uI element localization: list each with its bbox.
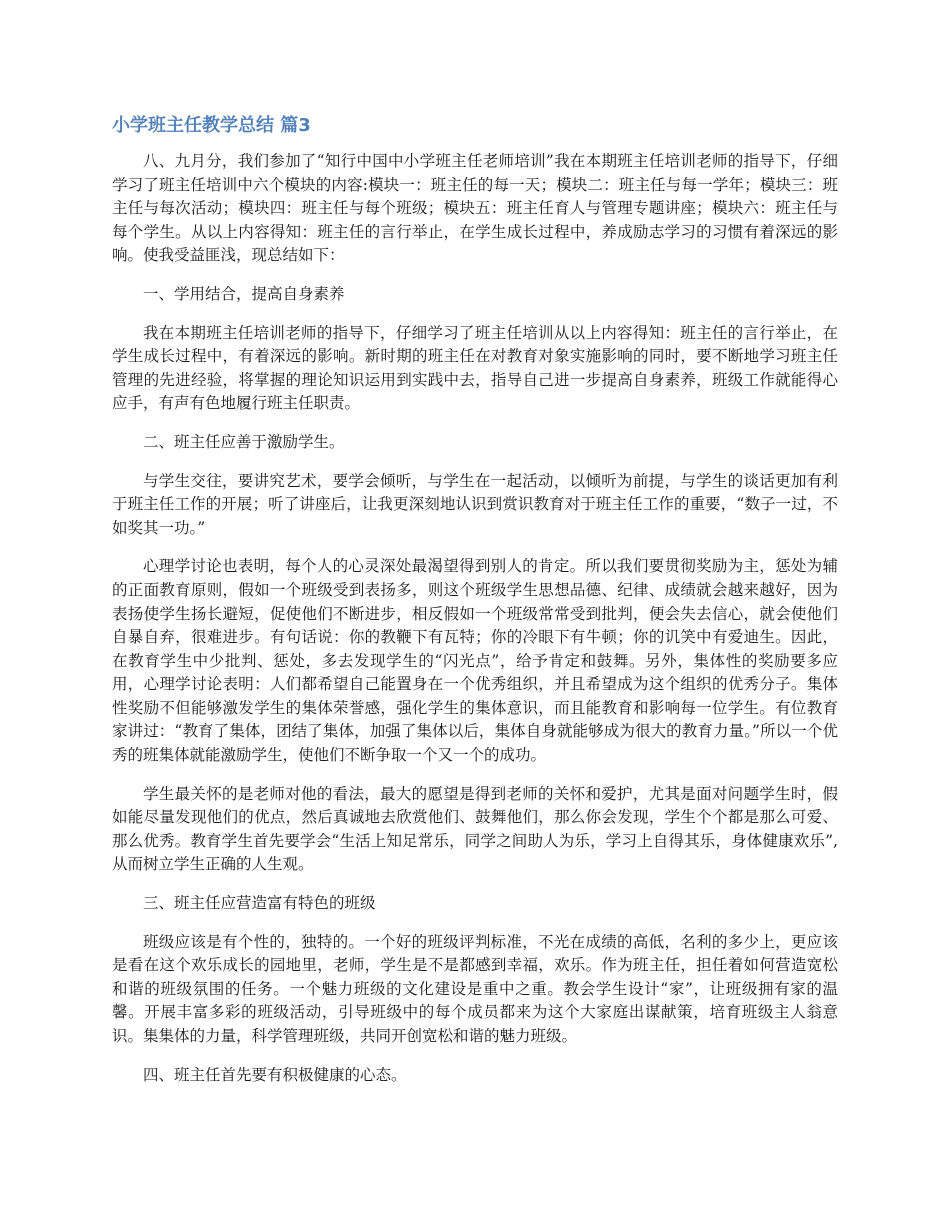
paragraph-intro: 八、九月分，我们参加了“知行中国中小学班主任老师培训”我在本期班主任培训老师的指导下，仔细学习了班主任培训中六个模块的内容:模块一：班主任的每一天；模块二：班主任与每一学年；模块三：班主任与每次活动；模块四：班主任与每个班级；模块五：班主任育人与管理专题讲座；模块六：班主任与每个学生。从以上内容得知：班主任的言行举止，在学生成长过程中，养成励志学习的习惯有着深远的影响。使我受益匪浅，现总结如下： — [112, 152, 838, 265]
document-page — [112, 112, 838, 1102]
section-heading-2: 二、班主任应善于激励学生。 — [143, 432, 345, 451]
paragraph-1: 我在本期班主任培训老师的指导下，仔细学习了班主任培训从以上内容得知：班主任的言行举止，在学生成长过程中，有着深远的影响。新时期的班主任在对教育对象实施影响的同时，要不断地学习班主任管理的先进经验，将掌握的理论知识运用到实践中去，指导自己进一步提高自身素养，班级工作就能得心应手，有声有色地履行班主任职责。 — [112, 323, 838, 413]
section-heading-3: 三、班主任应营造富有特色的班级 — [143, 894, 376, 913]
paragraph-2a: 与学生交往，要讲究艺术，要学会倾听，与学生在一起活动，以倾听为前提，与学生的谈话更加有利于班主任工作的开展；听了讲座后，让我更深刻地认识到赏识教育对于班主任工作的重要，“数子一过，不如奖其一功。” — [112, 471, 838, 537]
section-heading-4: 四、班主任首先要有积极健康的心态。 — [143, 1065, 407, 1084]
section-heading-1: 一、学用结合，提高自身素养 — [143, 284, 345, 303]
paragraph-2b: 心理学讨论也表明，每个人的心灵深处最渴望得到别人的肯定。所以我们要贯彻奖励为主，惩处为辅的正面教育原则，假如一个班级受到表扬多，则这个班级学生思想品德、纪律、成绩就会越来越好，因为表扬使学生扬长避短，促使他们不断进步，相反假如一个班级常常受到批判，便会失去信心，就会使他们自暴自弃，很难进步。有句话说：你的教鞭下有瓦特；你的冷眼下有牛顿；你的讥笑中有爱迪生。因此，在教育学生中少批判、惩处，多去发现学生的“闪光点”，给予肯定和鼓舞。另外，集体性的奖励要多应用，心理学讨论表明：人们都希望自己能置身在一个优秀组织，并且希望成为这个组织的优秀分子。集体性奖励不但能够激发学生的集体荣誉感，强化学生的集体意识，而且能教育和影响每一位学生。有位教育家讲过：“教育了集体，团结了集体，加强了集体以后，集体自身就能够成为很大的教育力量。”所以一个优秀的班集体就能激励学生，使他们不断争取一个又一个的成功。 — [112, 557, 838, 765]
paragraph-3: 班级应该是有个性的，独特的。一个好的班级评判标准，不光在成绩的高低，名利的多少上，更应该是看在这个欢乐成长的园地里，老师，学生是不是都感到幸福，欢乐。作为班主任，担任着如何营造宽松和谐的班级氛围的任务。一个魅力班级的文化建设是重中之重。教会学生设计“家”，让班级拥有家的温馨。开展丰富多彩的班级活动，引导班级中的每个成员都来为这个大家庭出谋献策，培育班级主人翁意识。集集体的力量，科学管理班级，共同开创宽松和谐的魅力班级。 — [112, 932, 838, 1045]
paragraph-2c: 学生最关怀的是老师对他的看法，最大的愿望是得到老师的关怀和爱护，尤其是面对问题学生时，假如能尽量发现他们的优点，然后真诚地去欣赏他们、鼓舞他们，那么你会发现，学生个个都是那么可爱、那么优秀。教育学生首先要学会“生活上知足常乐，同学之间助人为乐，学习上自得其乐，身体健康欢乐”,从而树立学生正确的人生观。 — [112, 784, 838, 874]
document-title: 小学班主任教学总结 篇3 — [112, 115, 311, 136]
